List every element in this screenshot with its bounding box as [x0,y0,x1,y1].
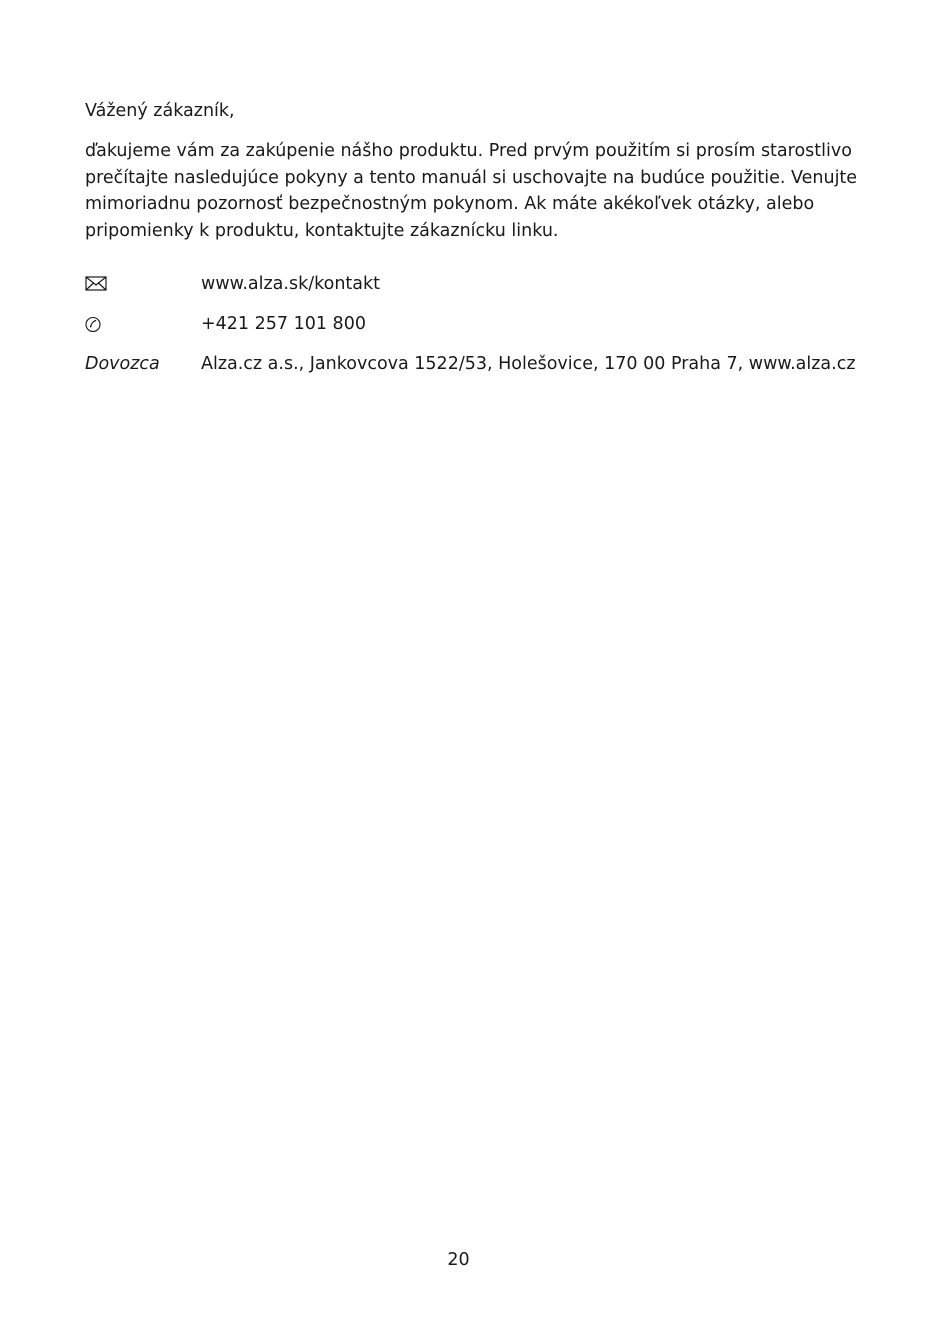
contact-phone-number: +421 257 101 800 [201,314,366,334]
contact-website-link[interactable]: www.alza.sk/kontakt [201,274,380,294]
contact-row-importer [85,351,885,377]
contact-row-email [85,271,885,297]
envelope-icon [85,271,195,297]
contact-row-phone [85,311,885,337]
phone-icon [85,311,195,337]
intro-paragraph: ďakujeme vám za zakúpenie nášho produktu. Pred prvým použitím si prosím starostlivo prečítajte nasledujúce pokyny a tento manuál si uschovajte na budúce použitie. Venujte mimoriadnu pozornosť bezpečnostným pokynom. Ak máte akékoľvek otázky, alebo pripomienky k produktu, kontaktujte zákaznícku linku. [85,141,858,241]
greeting: Vážený zákazník, [85,101,235,121]
importer-address: Alza.cz a.s., Jankovcova 1522/53, Holešovice, 170 00 Praha 7, www.alza.cz [201,354,856,374]
importer-label: Dovozca [85,354,160,374]
page-number: 20 [447,1250,470,1270]
